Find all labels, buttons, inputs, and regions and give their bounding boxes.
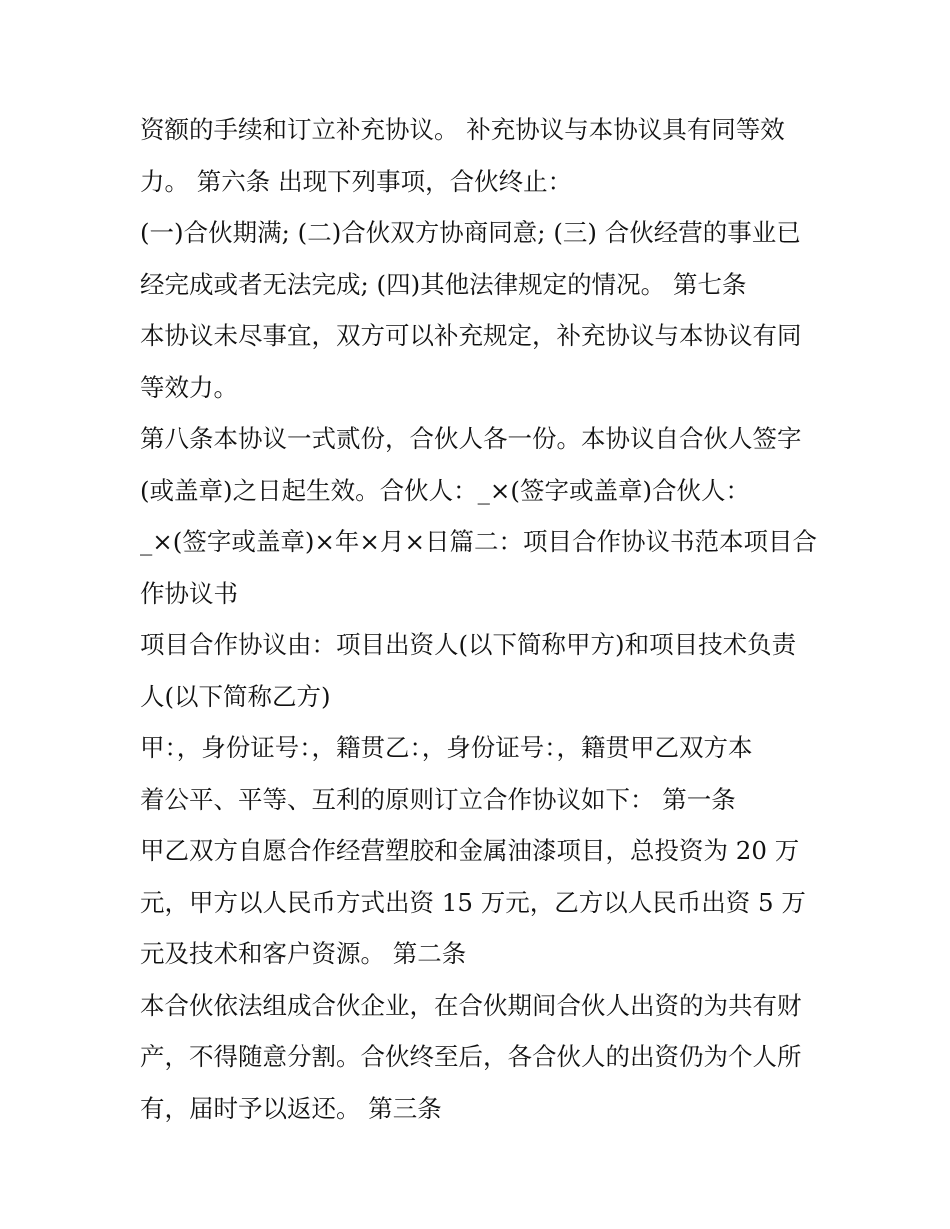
text-line: 甲乙双方自愿合作经营塑胶和金属油漆项目，总投资为 20 万 xyxy=(140,836,800,865)
text-line: _×(签字或盖章)×年×月×日篇二：项目合作协议书范本项目合 xyxy=(140,527,817,556)
text-line: 着公平、平等、互利的原则订立合作协议如下： 第一条 xyxy=(140,784,736,814)
text-line: 人(以下简称乙方) xyxy=(140,681,331,711)
text-line: 产，不得随意分割。合伙终至后，各合伙人的出资仍为个人所 xyxy=(140,1042,802,1071)
text-line: 有，届时予以返还。 第三条 xyxy=(140,1093,442,1123)
text-line: 元，甲方以人民币方式出资 15 万元，乙方以人民币出资 5 万 xyxy=(140,887,806,917)
text-line: 作协议书 xyxy=(140,578,238,608)
text-line: 元及技术和客户资源。 第二条 xyxy=(140,939,467,968)
text-line: 甲：，身份证号：，籍贯乙：，身份证号：，籍贯甲乙双方本 xyxy=(140,733,753,762)
text-line: 等效力。 xyxy=(140,372,238,402)
text-line: 第八条本协议一式贰份，合伙人各一份。本协议自合伙人签字 xyxy=(140,424,802,453)
text-line: 力。 第六条 出现下列事项，合伙终止： xyxy=(140,166,573,196)
text-line: (或盖章)之日起生效。合伙人：_×(签字或盖章)合伙人： xyxy=(140,475,751,505)
text-line: 本协议未尽事宜，双方可以补充规定，补充协议与本协议有同 xyxy=(140,321,802,350)
text-line: 本合伙依法组成合伙企业，在合伙期间合伙人出资的为共有财 xyxy=(140,990,802,1020)
text-line: 经完成或者无法完成; (四)其他法律规定的情况。 第七条 xyxy=(140,269,747,299)
text-line: 项目合作协议由：项目出资人(以下简称甲方)和项目技术负责 xyxy=(140,630,797,659)
document-body xyxy=(140,104,830,1134)
text-line: 资额的手续和订立补充协议。 补充协议与本协议具有同等效 xyxy=(140,115,785,144)
text-line: (一)合伙期满; (二)合伙双方协商同意; (三) 合伙经营的事业已 xyxy=(140,218,801,247)
